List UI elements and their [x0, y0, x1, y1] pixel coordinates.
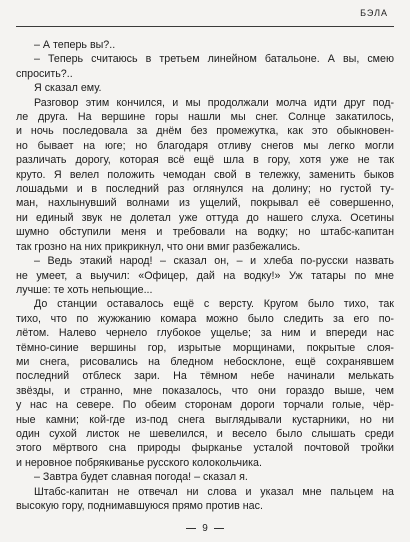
text-line: и ночь последовала за днём без промежутка, как это обыкновен-: [16, 125, 394, 138]
text-line: этого мёртвого сна природы фырканье усталой почтовой тройки: [16, 442, 394, 455]
text-line: – Теперь считаюсь в третьем линейном батальоне. А вы, смею: [34, 53, 394, 66]
text-line: ман, нахлынувший волнами из ущелий, покрывал её совершенно,: [16, 197, 394, 210]
text-line: ле друга. На вершине горы нашли мы снег. Солнце закатилось,: [16, 111, 394, 124]
text-line: Я сказал ему.: [34, 82, 102, 95]
paragraph: [16, 470, 394, 484]
running-title: БЭЛА: [360, 8, 388, 18]
text-line: Штабс-капитан не отвечал ни слова и указал мне пальцем на: [34, 485, 394, 498]
paragraph: [16, 52, 394, 81]
paragraph: [16, 81, 394, 95]
text-line: – Ведь этакий народ! – сказал он, – и хлеба по-русски назвать: [34, 255, 394, 268]
text-line: спросить?..: [16, 67, 73, 80]
text-line: у нас на севере. По обеим сторонам дороги торчали голые, чёр-: [16, 399, 394, 412]
text-line: ни единый звук не долетал уже оттуда до нашего слуха. Осетины: [16, 211, 394, 224]
text-line: лучше: те хоть непьющие...: [16, 283, 153, 296]
dash-left: [186, 528, 196, 529]
text-line: ми снега, рисовались на бледном небосклоне, ещё сохранявшем: [16, 355, 394, 368]
text-line: тёмно-синие вершины гор, изрытые морщинами, покрытые слоя-: [16, 341, 394, 354]
text-line: Разговор этим кончился, и мы продолжали молча идти друг под-: [34, 96, 394, 109]
text-line: но бывает на юге; но благодаря отливу снегов мы легко могли: [16, 139, 394, 152]
text-line: ные камни; кой-где из-под снега выглядывали кустарники, но ни: [16, 413, 394, 426]
dash-right: [214, 528, 224, 529]
text-line: и неровное побрякиванье русского колокольчика.: [16, 456, 262, 469]
text-line: тихо, что по жужжанию комара можно было следить за его по-: [16, 312, 394, 325]
page-number-footer: [0, 523, 410, 534]
text-line: шумно обступили меня и требовали на водку; но штабс-капитан: [16, 226, 394, 239]
text-line: лётом. Налево чернело глубокое ущелье; за ним и впереди нас: [16, 327, 394, 340]
text-line: различать дорогу, которая всё ещё шла в гору, хотя уже не так: [16, 154, 394, 167]
text-line: один сухой листок не шевелился, и весело было слышать среди: [16, 427, 394, 440]
paragraph: [16, 485, 394, 514]
text-line: не умеет, а выучил: «Офицер, дай на водку!» Уж татары по мне: [16, 269, 394, 282]
page-number: 9: [202, 523, 208, 534]
paragraph: [16, 38, 394, 52]
body-text: [16, 38, 394, 513]
text-line: лошадьми и в последний раз оглянулся на долину; но густой ту-: [16, 183, 394, 196]
paragraph: [16, 96, 394, 254]
text-line: До станции оставалось ещё с версту. Кругом было тихо, так: [34, 298, 394, 311]
text-line: последний отблеск зари. На тёмном небе начинали мелькать: [16, 370, 394, 383]
paragraph: [16, 297, 394, 470]
text-line: круто. Я велел положить чемодан свой в тележку, заменить быков: [16, 168, 394, 181]
text-line: высокую гору, поднимавшуюся прямо против нас.: [16, 500, 263, 512]
header-rule: [16, 26, 394, 27]
text-line: – Завтра будет славная погода! – сказал я.: [34, 471, 248, 484]
text-line: так грозно на них прикрикнул, что они вмиг разбежались.: [16, 240, 301, 253]
text-line: звёзды, и странно, мне показалось, что они гораздо выше, чем: [16, 384, 394, 397]
paragraph: [16, 254, 394, 297]
text-line: – А теперь вы?..: [34, 39, 116, 51]
